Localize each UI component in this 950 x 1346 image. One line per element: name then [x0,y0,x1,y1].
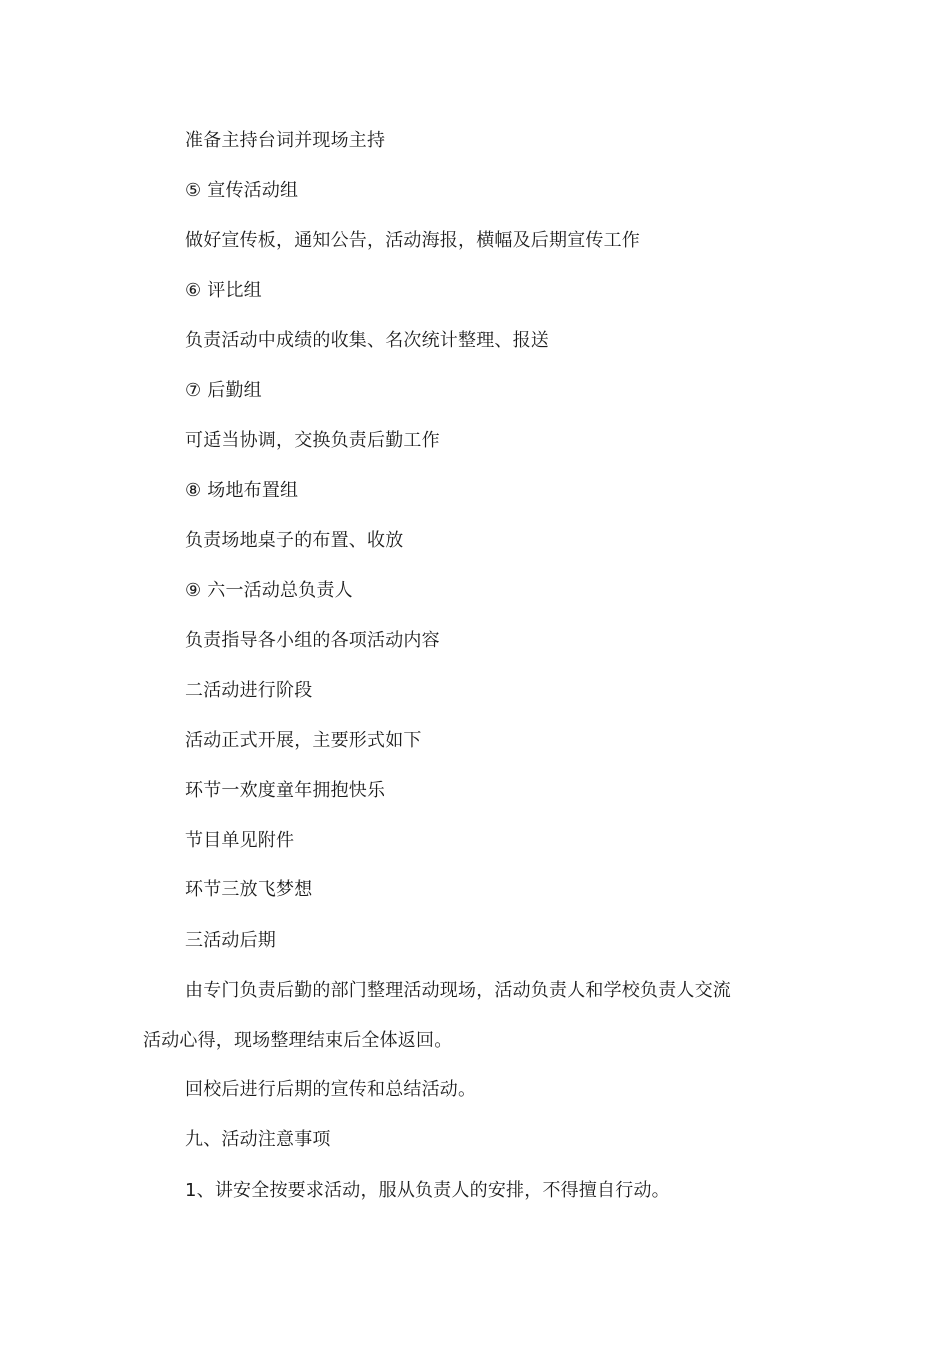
text-line: 环节三放飞梦想 [185,879,313,900]
text-line: 准备主持台词并现场主持 [185,130,386,151]
section-heading-logistics: ⑦ 后勤组 [185,380,262,401]
text-line: 环节一欢度童年拥抱快乐 [185,780,386,801]
paragraph-line: 活动心得，现场整理结束后全体返回。 [143,1030,453,1051]
section-heading-notes: 九、活动注意事项 [185,1129,331,1150]
section-heading-venue: ⑧ 场地布置组 [185,480,299,501]
text-line: 负责活动中成绩的收集、名次统计整理、报送 [185,330,549,351]
section-heading-judging: ⑥ 评比组 [185,280,262,301]
text-line: 做好宣传板，通知公告，活动海报，横幅及后期宣传工作 [185,230,640,251]
section-heading-stage-three: 三活动后期 [185,930,276,951]
section-heading-stage-two: 二活动进行阶段 [185,680,313,701]
paragraph-line: 由专门负责后勤的部门整理活动现场，活动负责人和学校负责人交流 [185,980,731,1001]
section-heading-publicity: ⑤ 宣传活动组 [185,180,299,201]
text-line: 节目单见附件 [185,830,295,851]
text-line: 负责场地桌子的布置、收放 [185,530,404,551]
text-line: 可适当协调，交换负责后勤工作 [185,430,440,451]
text-line: 活动正式开展，主要形式如下 [185,730,422,751]
text-line: 回校后进行后期的宣传和总结活动。 [185,1079,477,1100]
text-line: 负责指导各小组的各项活动内容 [185,630,440,651]
text-line: 1、讲安全按要求活动，服从负责人的安排，不得擅自行动。 [185,1180,670,1201]
section-heading-lead: ⑨ 六一活动总负责人 [185,580,353,601]
